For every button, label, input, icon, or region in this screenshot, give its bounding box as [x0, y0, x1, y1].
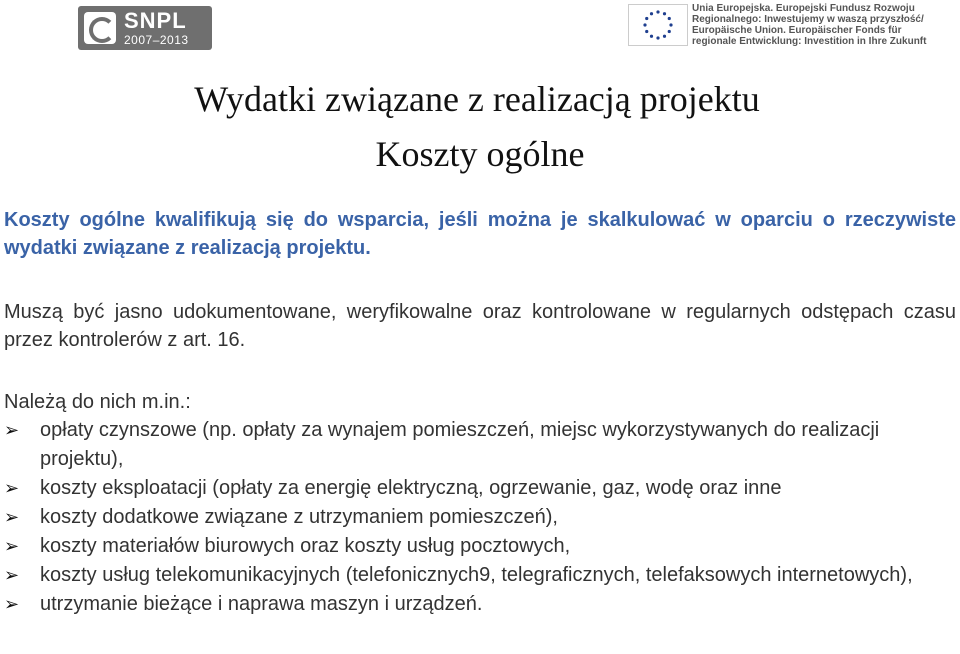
lead-paragraph: Koszty ogólne kwalifikują się do wsparcia, jeśli można je skalkulować w oparciu o rzeczywiste wydatki związane z realizacją projektu.	[4, 209, 956, 259]
list-item	[4, 474, 956, 503]
list-item	[4, 590, 956, 619]
eu-star-icon	[656, 10, 659, 13]
list-intro: Należą do nich m.in.:	[4, 391, 191, 413]
body-paragraph: Muszą być jasno udokumentowane, weryfikowalne oraz kontrolowane w regularnych odstępach czasu przez kontrolerów z art. 16.	[4, 301, 956, 351]
eu-star-icon	[668, 17, 671, 20]
list-item	[4, 416, 956, 474]
snpl-logo-name: SNPL	[124, 8, 187, 33]
eu-star-icon	[643, 23, 646, 26]
eu-star-icon	[656, 36, 659, 39]
slide-title: Wydatki związane z realizacją projektu	[194, 79, 760, 119]
eu-star-icon	[669, 23, 672, 26]
eu-funding-text	[692, 3, 952, 47]
list-item-label: utrzymanie bieżące i naprawa maszyn i urządzeń.	[40, 593, 483, 615]
eu-flag-icon	[628, 4, 688, 46]
arrow-bullet-icon: ➢	[4, 594, 20, 615]
arrow-bullet-icon: ➢	[4, 565, 20, 586]
eu-star-icon	[663, 12, 666, 15]
list-item-label: koszty usług telekomunikacyjnych (telefonicznych9, telegraficznych, telefaksowych internetowych),	[40, 564, 913, 586]
eu-text-line: regionale Entwicklung: Investition in Ihre Zukunft	[692, 36, 927, 47]
arrow-bullet-icon: ➢	[4, 536, 20, 557]
arrow-bullet-icon: ➢	[4, 507, 20, 528]
eu-star-icon	[645, 30, 648, 33]
cost-list	[4, 416, 956, 619]
eu-star-icon	[645, 17, 648, 20]
list-item-label: opłaty czynszowe (np. opłaty za wynajem pomieszczeń, miejsc wykorzystywanych do realizacji projektu),	[40, 419, 880, 470]
list-item-label: koszty dodatkowe związane z utrzymaniem pomieszczeń),	[40, 506, 558, 528]
eu-star-icon	[650, 35, 653, 38]
list-item-label: koszty eksploatacji (opłaty za energię elektryczną, ogrzewanie, gaz, wodę oraz inne	[40, 477, 782, 499]
list-item	[4, 561, 956, 590]
eu-star-icon	[650, 12, 653, 15]
arrow-bullet-icon: ➢	[4, 420, 20, 441]
list-item-label: koszty materiałów biurowych oraz koszty usług pocztowych,	[40, 535, 571, 557]
eu-text-line: Europäische Union. Europäischer Fonds für	[692, 25, 902, 36]
eu-text-line: Unia Europejska. Europejski Fundusz Rozwoju	[692, 3, 915, 14]
eu-star-icon	[663, 35, 666, 38]
list-item	[4, 532, 956, 561]
snpl-logo	[78, 6, 212, 50]
arrow-bullet-icon: ➢	[4, 478, 20, 499]
list-item	[4, 503, 956, 532]
eu-text-line: Regionalnego: Inwestujemy w waszą przyszłość/	[692, 14, 924, 25]
eu-star-icon	[668, 30, 671, 33]
slide-subtitle: Koszty ogólne	[375, 134, 585, 174]
snpl-logo-mark-icon	[84, 12, 116, 44]
snpl-logo-years: 2007–2013	[124, 33, 189, 47]
